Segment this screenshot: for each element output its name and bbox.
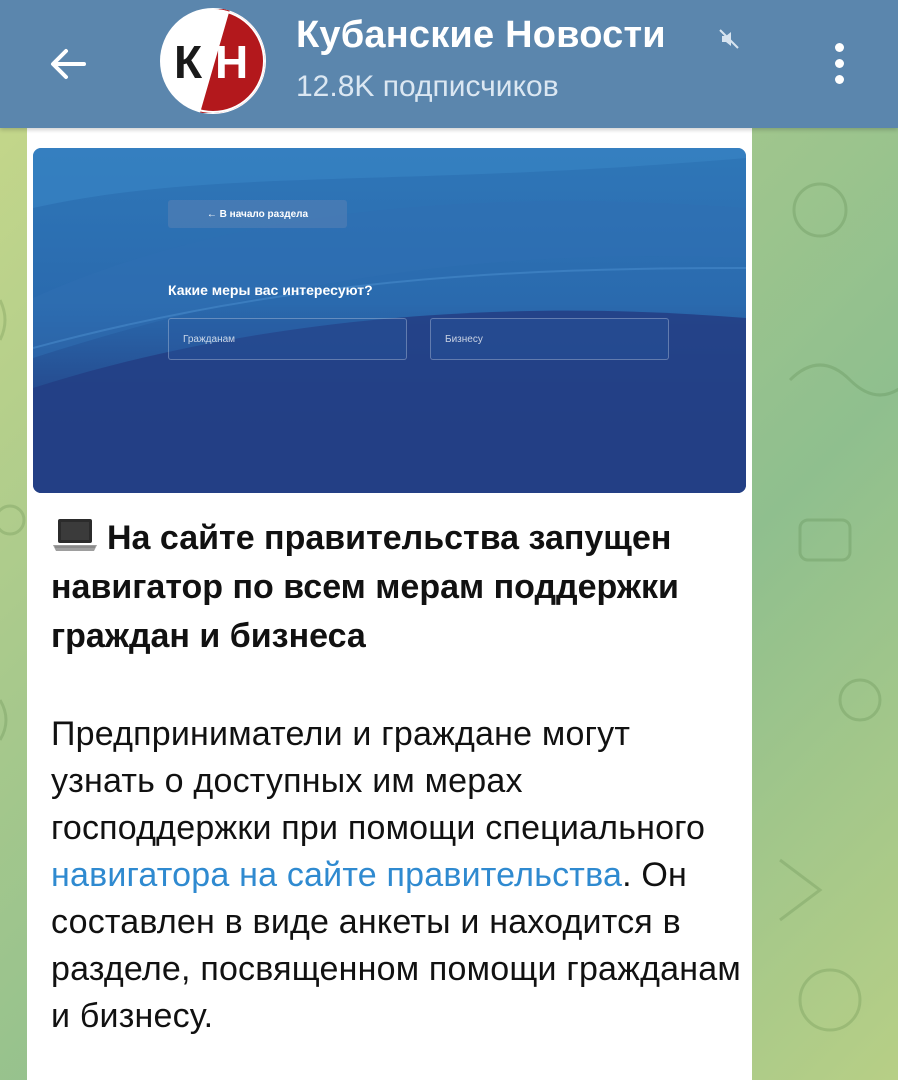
back-button[interactable] [28,24,108,104]
image-back-to-section-button: ← В начало раздела [168,200,347,228]
image-option-citizens: Гражданам [168,318,407,360]
navigator-link[interactable]: навигатора на сайте правительства [51,856,623,894]
post-headline-text: На сайте правительства запущен навигатор по всем мерам поддержки граждан и бизнеса [51,519,679,655]
message-bubble [27,110,752,1080]
laptop-icon [51,517,99,553]
menu-dot [835,75,844,84]
channel-avatar[interactable] [160,8,266,114]
channel-title[interactable]: Кубанские Новости [296,14,666,56]
post-body-part2: . Он составлен в виде анкеты и находится в разделе, посвященном помощи гражданам и бизнесу. [51,856,741,1035]
chat-header [0,0,898,128]
more-menu-button[interactable] [812,28,866,98]
vertical-dots-icon [835,43,844,52]
svg-text:Н: Н [215,36,249,88]
subscriber-count: 12.8K подписчиков [296,70,559,103]
post-image[interactable] [33,148,746,493]
svg-text:К: К [174,36,203,88]
image-option-business: Бизнесу [430,318,669,360]
menu-dot [835,59,844,68]
channel-logo [160,8,266,114]
post-body-part1: Предприниматели и граждане могут узнать о доступных им мерах господдержки при помощи специального [51,715,706,847]
image-question-text: Какие меры вас интересуют? [168,282,373,298]
post-headline [51,514,741,661]
post-text [51,514,741,1040]
arrow-left-icon [46,42,90,86]
muted-speaker-icon [718,28,740,50]
post-body [51,711,741,1040]
